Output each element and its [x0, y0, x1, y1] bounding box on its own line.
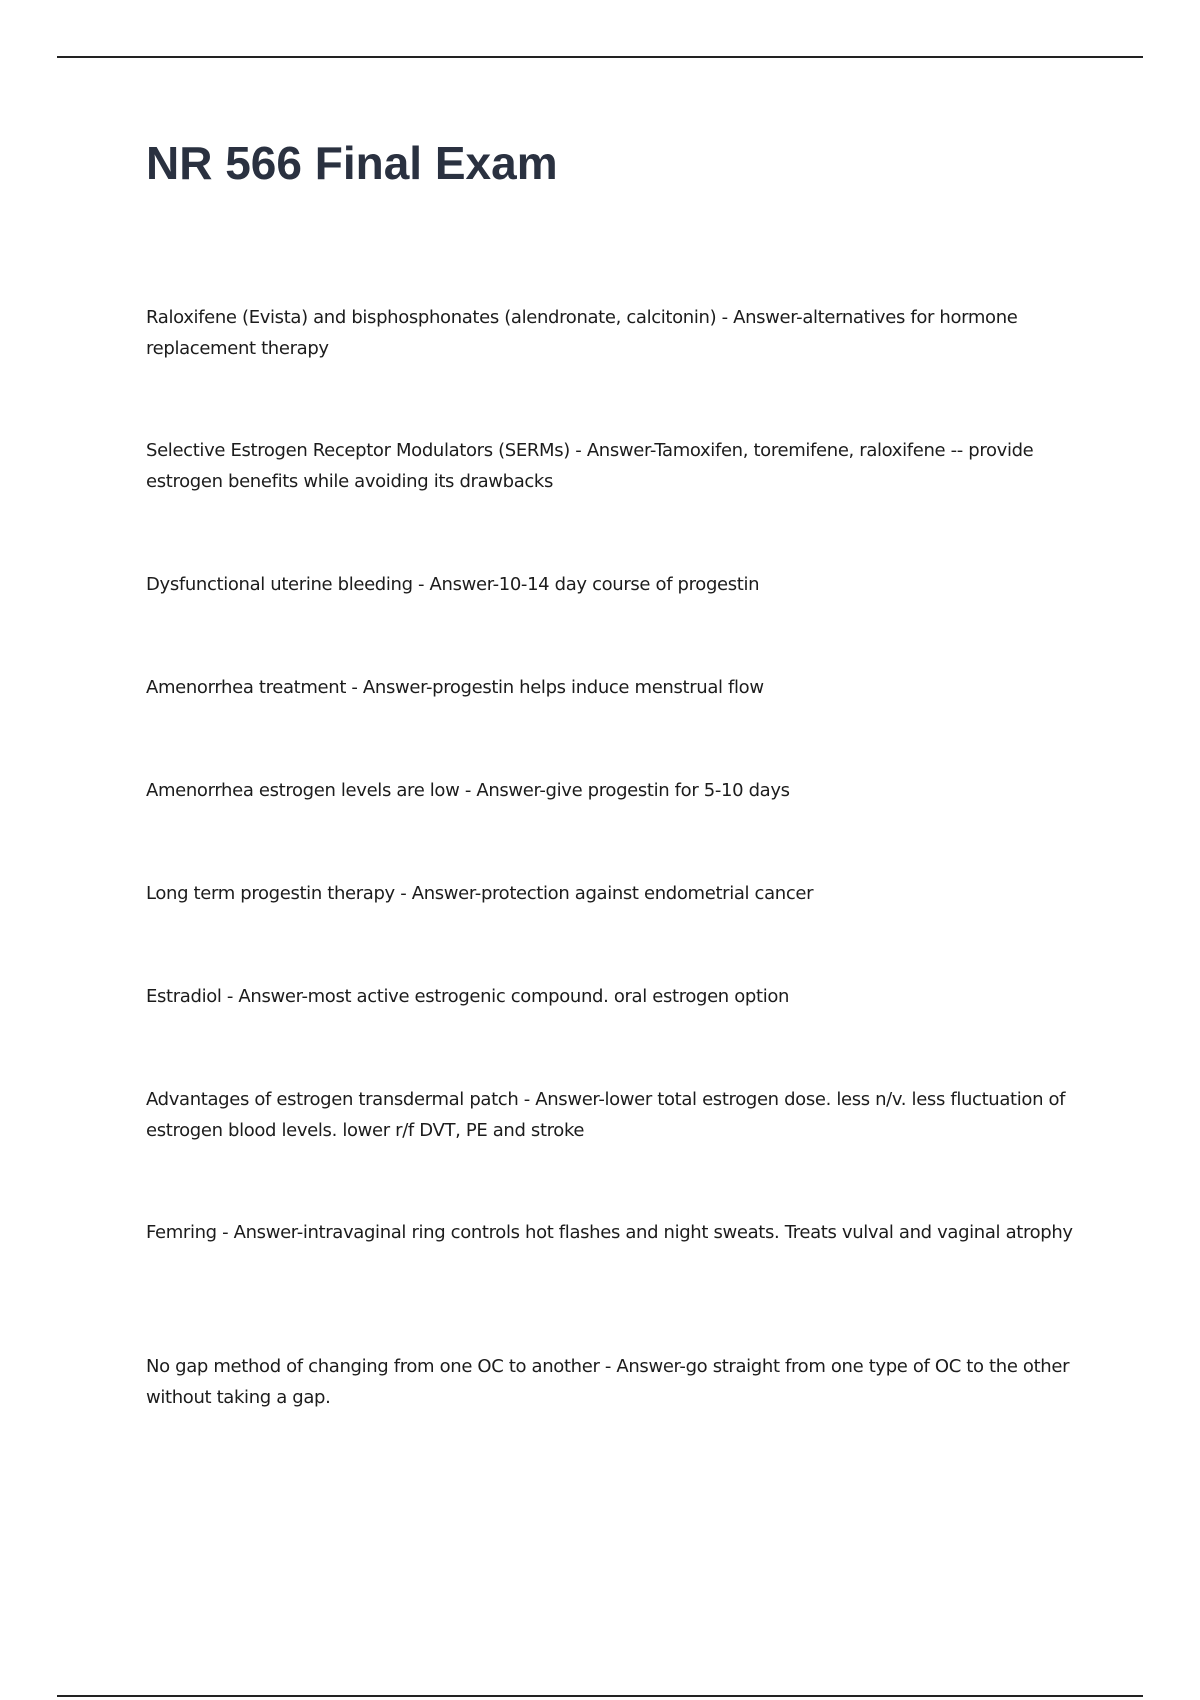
qa-entry-1: Raloxifene (Evista) and bisphosphonates (alendronate, calcitonin) - Answer-alternatives for hormone replacement therapy	[146, 307, 1018, 359]
qa-entry-2: Selective Estrogen Receptor Modulators (SERMs) - Answer-Tamoxifen, toremifene, raloxifene -- provide estrogen benefits while avoiding its drawbacks	[146, 440, 1034, 492]
top-divider	[57, 56, 1143, 58]
qa-entry-8: Advantages of estrogen transdermal patch - Answer-lower total estrogen dose. less n/v. less fluctuation of estrogen blood levels. lower r/f DVT, PE and stroke	[146, 1089, 1066, 1141]
qa-entry-7: Estradiol - Answer-most active estrogenic compound. oral estrogen option	[146, 986, 790, 1007]
page-title: NR 566 Final Exam	[146, 137, 558, 189]
qa-entry-10: No gap method of changing from one OC to another - Answer-go straight from one type of OC to the other without taking a gap.	[146, 1356, 1070, 1408]
bottom-divider	[57, 1695, 1143, 1697]
qa-entry-6: Long term progestin therapy - Answer-protection against endometrial cancer	[146, 883, 814, 904]
qa-entry-3: Dysfunctional uterine bleeding - Answer-10-14 day course of progestin	[146, 574, 760, 595]
qa-entry-9: Femring - Answer-intravaginal ring controls hot flashes and night sweats. Treats vulval and vaginal atrophy	[146, 1222, 1073, 1243]
qa-entry-4: Amenorrhea treatment - Answer-progestin helps induce menstrual flow	[146, 677, 764, 698]
qa-entry-5: Amenorrhea estrogen levels are low - Answer-give progestin for 5-10 days	[146, 780, 790, 801]
